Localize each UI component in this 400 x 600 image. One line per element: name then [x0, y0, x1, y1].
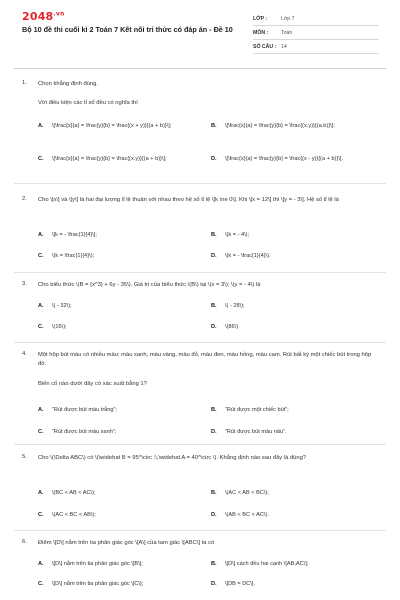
exam-page: $2048^{.vn}$ Bộ 10 đề thi cuối kì 2 Toán 7 Kết nối tri thức có đáp án - Đề 10 LỚP : Lớp 7 MÔN : Toán SỐ CÂU : 14 1. Chọn khẳng định đúng. Với điều kiện các tỉ số đều có nghĩa thì A. \[\frac{x}{a} = \frac{y}{b} = \frac{(x + y)}{(a + b)}\]; B. \[\frac{x}{a} = \frac{y}{b} = \frac{(x.y)}{(a.b)}\]; C. \[\frac{x}{a} = \frac{y}{b} = \frac{(x.y)}{(a + b)}\]; D. \[\frac{x}{a} = \frac{y}{b} = \frac{(x - y)}{(a + b)}\]. 2. Cho \[x\] và \[y\] là hai đại lượng tỉ lệ thuận với nhau theo hệ số tỉ lệ \[k \ne 0\]. Khi \[x = 12\] thì \[y = - 3\]. Hệ số tỉ lệ là A. \[k = - \frac{1}{4}\]; B. \(k = - 4\); C. \(k = \frac{1}{4}\); D. \(k = - \frac{1}{4}\). 3. Cho biểu thức \(B = {x^3} + 6y - 35\). Giá trị của biểu thức \(B\) tại \(x = 3\); \(y = - 4\) là A. \( - 32\); B. \( - 28\); C. \(16\); D. \(86\) 4. Một hộp bút màu có nhiều màu: màu xanh, màu vàng, màu đỏ, màu đen, màu hồng, màu cam. Rút bất kỳ một chiếc bút trong hộp đó. Biến cố nào dưới đây có xác suất bằng 1? A. “Rút được bút màu trắng”; B. “Rút được một chiếc bút”; C. “Rút được bút màu xanh”; D. “Rút được bút màu nâu”. 5. Cho \(\Delta ABC\) có \(\widehat B = 95^\circ ;\,\widehat A = 40^\circ \). Khẳng định nào sau đây là đúng? A. \(BC < AB < AC\); B. \(AC < AB < BC\); C. \(AC < BC < AB\); D. \(AB < BC < AC\). 6. Điểm \[D\] nằm trên tia phân giác góc \[A\] của tam giác \[ABC\] ta có A. \[D\] nằm trên tia phân giác góc \[B\]; B. \[D\] cách đều hai cạnh \[AB,AC\]; C. \[D\] nằm trên tia phân giác góc \[C\]; D. \[DB = DC\].: [0, 0, 400, 600]
question-divider: [14, 183, 386, 184]
question-number: 1.: [22, 80, 27, 86]
question-number: 6.: [22, 539, 27, 545]
question-text: Điểm \[D\] nằm trên tia phân giác góc \[A\] của tam giác \[ABC\] ta có: [38, 540, 215, 546]
meta-row-subject: [253, 26, 379, 40]
question-divider: [14, 444, 386, 445]
meta-value: 14: [281, 43, 287, 50]
meta-row-question-count: [253, 40, 379, 54]
meta-label: LỚP :: [253, 15, 268, 22]
question-text: Cho \(\Delta ABC\) có \(\widehat B = 95^\circ ;\,\widehat A = 40^\circ \). Khẳng định nào sau đây là đúng?: [38, 455, 307, 461]
exam-meta-table: [253, 12, 379, 54]
question-divider: [14, 530, 386, 531]
meta-label: MÔN :: [253, 29, 269, 36]
question-divider: [14, 342, 386, 343]
question-subtext: Với điều kiện các tỉ số đều có nghĩa thì: [38, 100, 138, 106]
meta-row-class: [253, 12, 379, 26]
question-text: Chọn khẳng định đúng.: [38, 81, 98, 87]
meta-label: SỐ CÂU :: [253, 43, 277, 50]
question-number: 2.: [22, 196, 27, 202]
question-text: Cho biểu thức \(B = {x^3} + 6y - 35\). Giá trị của biểu thức \(B\) tại \(x = 3\); \(y = - 4\) là: [38, 282, 261, 288]
question-text: Cho \[x\] và \[y\] là hai đại lượng tỉ lệ thuận với nhau theo hệ số tỉ lệ \[k \ne 0\]. Khi \[x = 12\] thì \[y = - 3\]. Hệ số tỉ lệ là: [38, 197, 339, 203]
site-logo[interactable]: $2048^{.vn}$: [22, 10, 65, 23]
question-text: Một hộp bút màu có nhiều màu: màu xanh, màu vàng, màu đỏ, màu đen, màu hồng, màu cam. Rút bất kỳ một chiếc bút trong hộp đó.: [38, 352, 372, 367]
page-title: Bộ 10 đề thi cuối kì 2 Toán 7 Kết nối tri thức có đáp án - Đề 10: [22, 25, 233, 34]
page-header: [0, 0, 400, 58]
question-subtext: Biến cố nào dưới đây có xác suất bằng 1?: [38, 381, 147, 387]
meta-value: Lớp 7: [281, 15, 295, 22]
question-number: 5.: [22, 454, 27, 460]
meta-value: Toán: [281, 29, 293, 36]
question-number: 4.: [22, 351, 27, 357]
header-divider: [14, 68, 386, 69]
question-divider: [14, 272, 386, 273]
question-number: 3.: [22, 281, 27, 287]
